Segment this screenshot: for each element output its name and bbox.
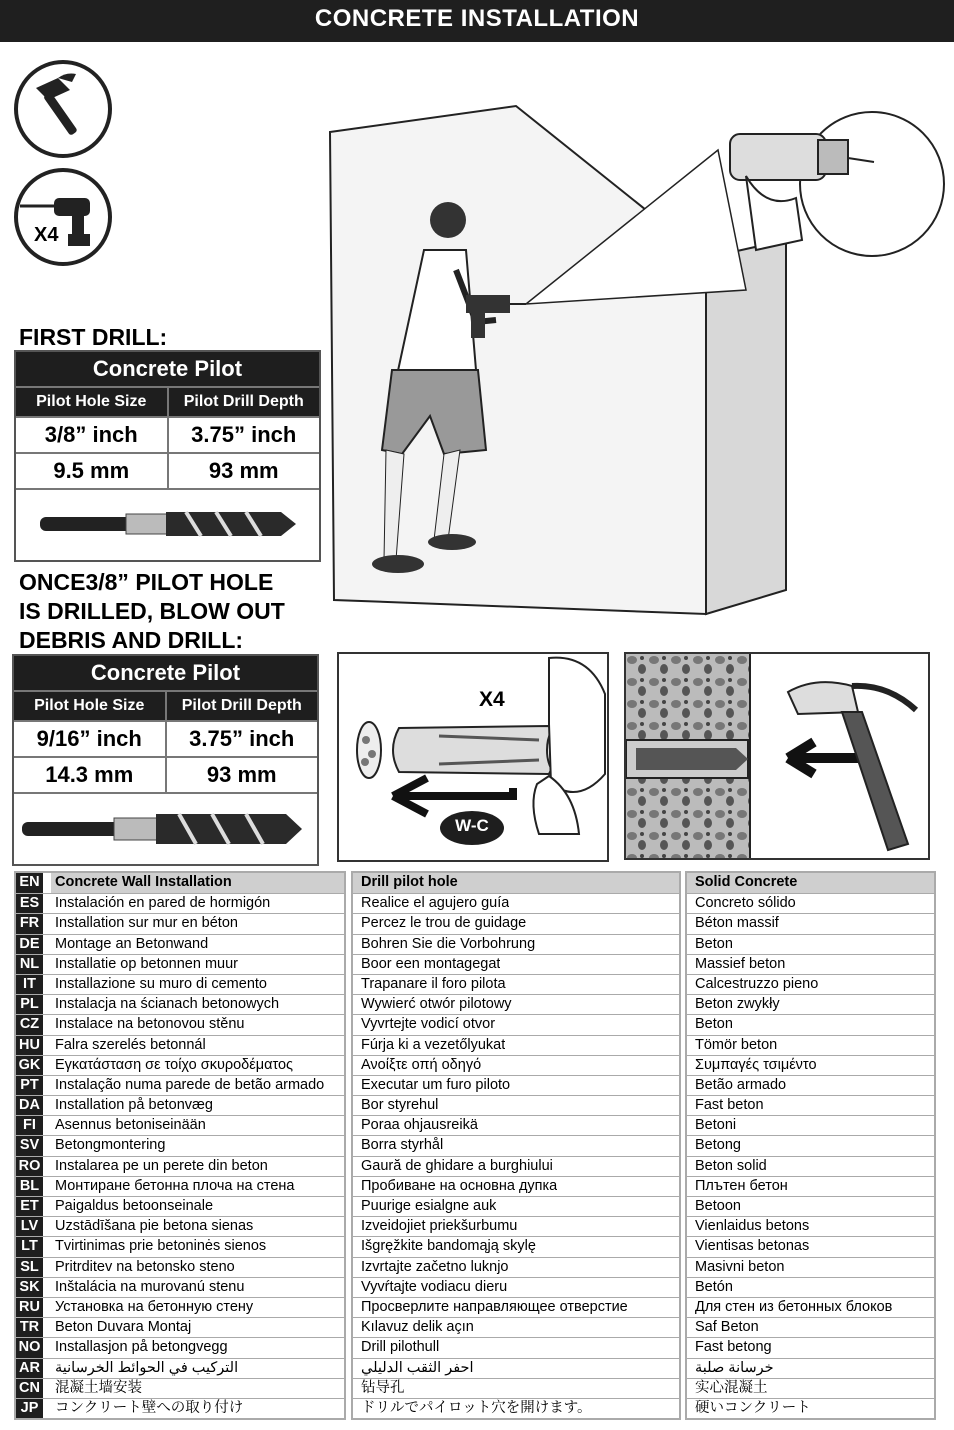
translation-row <box>353 1398 679 1418</box>
translation-row <box>353 873 679 893</box>
first-drill-spec-table <box>14 350 321 562</box>
translation-text: Inštalácia na murovanú stenu <box>55 1278 245 1295</box>
second-drill-title-line-1: ONCE3/8” PILOT HOLE <box>19 569 274 595</box>
col-pilot-hole-size: Pilot Hole Size <box>16 388 169 416</box>
translation-row <box>353 1075 679 1095</box>
second-drill-title-line-2: IS DRILLED, BLOW OUT <box>19 598 285 624</box>
translation-row <box>16 1035 344 1055</box>
language-code: GK <box>16 1056 51 1075</box>
translation-text: Paigaldus betoonseinale <box>55 1198 214 1214</box>
translation-text: Tömör beton <box>695 1036 778 1053</box>
language-code: CZ <box>16 1015 51 1034</box>
language-code: SL <box>16 1258 51 1277</box>
translation-text: Fúrja ki a vezetőlyukat <box>361 1036 506 1053</box>
translation-row <box>16 1135 344 1155</box>
hammer-icon <box>18 64 108 154</box>
language-code: DA <box>16 1096 51 1115</box>
translation-row <box>16 893 344 913</box>
language-code: RO <box>16 1157 51 1176</box>
translation-text: Beton Duvara Montaj <box>55 1319 192 1336</box>
translation-text: Wywierć otwór pilotowy <box>361 996 512 1013</box>
translation-row <box>16 913 344 933</box>
translation-text: Beton <box>695 1016 733 1033</box>
hammer-tool-icon <box>14 60 112 158</box>
translation-row <box>353 1014 679 1034</box>
translation-text: Для стен из бетонных блоков <box>695 1298 893 1315</box>
translation-row <box>353 974 679 994</box>
drill-depth-inch: 3.75” inch <box>191 422 297 447</box>
translation-text: Gaură de ghidare a burghiului <box>361 1157 553 1174</box>
translation-row <box>687 1035 934 1055</box>
translation-text: Boor een montagegat <box>361 955 501 972</box>
translation-row <box>687 1257 934 1277</box>
translation-row <box>353 893 679 913</box>
language-code: NO <box>16 1338 51 1357</box>
first-drill-title: FIRST DRILL: <box>19 324 168 350</box>
translation-row <box>16 994 344 1014</box>
translation-text: Trapanare il foro pilota <box>361 975 506 992</box>
translation-row <box>687 873 934 893</box>
translation-row <box>687 1378 934 1398</box>
translation-row <box>687 1317 934 1337</box>
language-code: NL <box>16 955 51 974</box>
translation-text: Montage an Betonwand <box>55 935 209 952</box>
translation-text: ドリルでパイロット穴を開けます。 <box>361 1399 592 1416</box>
anchor-insert-panel <box>337 652 609 862</box>
translation-row <box>353 1135 679 1155</box>
translation-row <box>16 1277 344 1297</box>
translation-row <box>353 994 679 1014</box>
spec-heading: Concrete Pilot <box>14 656 317 690</box>
translation-text: Bohren Sie die Vorbohrung <box>361 935 536 952</box>
translation-row <box>687 934 934 954</box>
translation-text: Concrete Wall Installation <box>55 874 232 890</box>
translation-row <box>353 1337 679 1357</box>
translation-row <box>353 1257 679 1277</box>
translation-text: Vientisas betonas <box>695 1238 810 1255</box>
translation-text: Pritrditev na betonsko steno <box>55 1258 235 1275</box>
translation-text: Ανοίξτε οπή οδηγό <box>361 1056 482 1073</box>
translation-text: 钻导孔 <box>361 1379 405 1396</box>
translation-row <box>687 974 934 994</box>
translation-text: Tvirtinimas prie betoninės sienos <box>55 1238 267 1255</box>
translation-table-installation <box>14 871 346 1420</box>
translation-text: Betong <box>695 1137 741 1154</box>
translation-row <box>353 1378 679 1398</box>
translation-row <box>353 1196 679 1216</box>
translation-row <box>687 1156 934 1176</box>
hole-size-mm: 14.3 mm <box>14 758 167 792</box>
hole-size-inch: 9/16” inch <box>14 722 167 756</box>
translation-row <box>16 954 344 974</box>
translation-text: Drill pilothull <box>361 1339 440 1356</box>
translation-row <box>353 1115 679 1135</box>
translation-text: Installazione su muro di cemento <box>55 975 267 992</box>
translation-row <box>687 1236 934 1256</box>
language-code: ET <box>16 1197 51 1216</box>
language-code: RU <box>16 1298 51 1317</box>
language-code: HU <box>16 1036 51 1055</box>
translation-row <box>353 1277 679 1297</box>
translation-row <box>687 954 934 974</box>
translation-text: Beton solid <box>695 1157 767 1174</box>
drill-icon <box>18 172 108 262</box>
translation-text: Bor styrehul <box>361 1097 439 1114</box>
translation-text: Монтиране бетонна плоча на стена <box>55 1177 295 1194</box>
translation-text: Calcestruzzo pieno <box>695 975 819 992</box>
translation-text: Installation sur mur en béton <box>55 915 238 932</box>
language-code: IT <box>16 975 51 994</box>
translation-row <box>687 1398 934 1418</box>
translation-row <box>353 1236 679 1256</box>
translation-row <box>353 934 679 954</box>
translation-text: Percez le trou de guidage <box>361 915 527 932</box>
translation-row <box>16 873 344 893</box>
translation-text: Betón <box>695 1278 733 1295</box>
translation-row <box>16 1257 344 1277</box>
wall-drilling-illustration <box>326 90 952 620</box>
translation-text: Installasjon på betongvegg <box>55 1339 228 1356</box>
drill-bit-illustration <box>14 792 317 864</box>
translation-text: 硬いコンクリート <box>695 1399 811 1416</box>
hammer-anchor-panel <box>624 652 930 860</box>
translation-row <box>687 994 934 1014</box>
spec-heading: Concrete Pilot <box>16 352 319 386</box>
page-title: CONCRETE INSTALLATION <box>0 0 954 42</box>
drill-depth-mm: 93 mm <box>208 458 279 483</box>
translation-text: Instalarea pe un perete din beton <box>55 1157 268 1174</box>
translation-row <box>16 1196 344 1216</box>
translation-row <box>353 1297 679 1317</box>
translation-text: Concreto sólido <box>695 895 796 912</box>
translation-row <box>353 1176 679 1196</box>
drill-depth-inch: 3.75” inch <box>189 726 295 751</box>
translation-text: Izveidojiet priekšurbumu <box>361 1218 518 1235</box>
col-pilot-drill-depth: Pilot Drill Depth <box>183 393 304 410</box>
translation-row <box>687 1216 934 1236</box>
translation-row <box>687 913 934 933</box>
translation-row <box>16 1337 344 1357</box>
translation-row <box>687 1196 934 1216</box>
language-code: BL <box>16 1177 51 1196</box>
translation-row <box>353 913 679 933</box>
translation-text: Betoni <box>695 1117 737 1134</box>
translation-row <box>16 1095 344 1115</box>
translation-row <box>16 1055 344 1075</box>
translation-text: خرسانة صلبة <box>695 1359 774 1376</box>
translation-text: Плътен бетон <box>695 1177 788 1194</box>
translation-row <box>687 1135 934 1155</box>
translation-row <box>353 1156 679 1176</box>
language-code: JP <box>16 1399 51 1418</box>
translation-row <box>16 1014 344 1034</box>
translation-text: Instalación en pared de hormigón <box>55 895 271 912</box>
translation-text: Išgręžkite bandomąją skylę <box>361 1238 536 1255</box>
hole-size-mm: 9.5 mm <box>16 454 169 488</box>
translation-text: Vienlaidus betons <box>695 1218 810 1235</box>
translation-text: Executar um furo piloto <box>361 1076 511 1093</box>
language-code: LT <box>16 1237 51 1256</box>
translation-text: Fast beton <box>695 1097 764 1114</box>
translation-row <box>16 1216 344 1236</box>
translation-row <box>16 1115 344 1135</box>
translation-row <box>16 1358 344 1378</box>
translation-row <box>16 1176 344 1196</box>
col-pilot-drill-depth: Pilot Drill Depth <box>181 697 302 714</box>
translation-text: Massief beton <box>695 955 786 972</box>
translation-row <box>16 1236 344 1256</box>
translation-text: Béton massif <box>695 915 779 932</box>
anchor-count: X4 <box>479 688 505 711</box>
anchor-label-badge: W-C <box>455 816 489 835</box>
second-drill-title-line-3: DEBRIS AND DRILL: <box>19 627 244 653</box>
translation-row <box>16 1297 344 1317</box>
translation-row <box>353 1358 679 1378</box>
language-code: FR <box>16 914 51 933</box>
translation-text: Izvrtajte začetno luknjo <box>361 1258 509 1275</box>
translation-row <box>687 1095 934 1115</box>
language-code: FI <box>16 1116 51 1135</box>
translation-text: Εγκατάσταση σε τοίχο σκυροδέματος <box>55 1056 294 1073</box>
translation-text: Saf Beton <box>695 1319 759 1336</box>
drill-depth-mm: 93 mm <box>206 762 277 787</box>
translation-row <box>353 1317 679 1337</box>
translation-row <box>687 1014 934 1034</box>
translation-text: Fast betong <box>695 1339 772 1356</box>
language-code: TR <box>16 1318 51 1337</box>
translation-text: Realice el agujero guía <box>361 895 510 912</box>
translation-row <box>353 1035 679 1055</box>
language-code: PT <box>16 1076 51 1095</box>
translation-row <box>16 1378 344 1398</box>
translation-row <box>687 1277 934 1297</box>
translation-row <box>16 1156 344 1176</box>
language-code: SK <box>16 1278 51 1297</box>
drill-bit-illustration <box>16 488 319 560</box>
translation-row <box>687 1337 934 1357</box>
translation-text: Falra szerelés betonnál <box>55 1036 206 1053</box>
second-drill-spec-table <box>12 654 319 866</box>
translation-text: Betongmontering <box>55 1137 166 1154</box>
translation-text: 混凝土墙安装 <box>55 1379 142 1396</box>
translation-row <box>353 954 679 974</box>
translation-text: Solid Concrete <box>695 874 798 890</box>
translation-table-drill <box>351 871 681 1420</box>
translation-row <box>16 934 344 954</box>
translation-text: Puurige esialgne auk <box>361 1198 497 1214</box>
translation-text: Просверлите направляющее отверстие <box>361 1298 628 1315</box>
translation-text: Установка на бетонную стену <box>55 1298 254 1315</box>
translation-text: Instalacja na ścianach betonowych <box>55 996 280 1013</box>
translation-text: Installation på betonvæg <box>55 1097 213 1114</box>
translation-text: Пробиване на основна дупка <box>361 1177 558 1194</box>
language-code: PL <box>16 995 51 1014</box>
language-code: SV <box>16 1136 51 1155</box>
translation-text: Masivni beton <box>695 1258 785 1275</box>
translation-text: Instalação numa parede de betão armado <box>55 1076 325 1093</box>
translation-row <box>16 1075 344 1095</box>
translation-text: Installatie op betonnen muur <box>55 955 238 972</box>
translation-row <box>687 1055 934 1075</box>
drill-tool-icon <box>14 168 112 266</box>
translation-text: Poraa ohjausreikä <box>361 1117 478 1134</box>
language-code: DE <box>16 935 51 954</box>
translation-text: 实心混凝土 <box>695 1379 768 1396</box>
translation-row <box>687 1297 934 1317</box>
translation-table-material <box>685 871 936 1420</box>
translation-row <box>16 974 344 994</box>
col-pilot-hole-size: Pilot Hole Size <box>14 692 167 720</box>
translation-text: Beton <box>695 935 733 952</box>
translation-text: احفر الثقب الدليلي <box>361 1359 474 1376</box>
translation-row <box>353 1055 679 1075</box>
translation-row <box>687 1075 934 1095</box>
language-code: EN <box>16 873 51 893</box>
translation-row <box>353 1095 679 1115</box>
translation-row <box>687 1358 934 1378</box>
language-code: ES <box>16 894 51 913</box>
translation-row <box>353 1216 679 1236</box>
translation-text: Beton zwykły <box>695 996 780 1013</box>
translation-row <box>687 893 934 913</box>
translation-text: Vyvrtejte vodicí otvor <box>361 1016 496 1033</box>
translation-text: Betão armado <box>695 1076 787 1093</box>
drill-count: X4 <box>34 224 59 246</box>
second-drill-title <box>19 568 285 655</box>
language-code: CN <box>16 1379 51 1398</box>
translation-text: Συμπαγές τσιμέντο <box>695 1056 817 1073</box>
translation-text: Drill pilot hole <box>361 874 458 890</box>
language-code: LV <box>16 1217 51 1236</box>
translation-text: Uzstādīšana pie betona sienas <box>55 1218 254 1235</box>
language-code: AR <box>16 1359 51 1378</box>
translation-text: Borra styrhål <box>361 1137 444 1154</box>
translation-text: Asennus betoniseinään <box>55 1117 206 1134</box>
translation-text: Vyvŕtajte vodiacu dieru <box>361 1278 508 1295</box>
hole-size-inch: 3/8” inch <box>16 418 169 452</box>
translation-text: التركيب في الحوائط الخرسانية <box>55 1359 239 1376</box>
translation-text: Betoon <box>695 1198 741 1214</box>
translation-row <box>687 1176 934 1196</box>
translation-row <box>16 1398 344 1418</box>
translation-text: コンクリート壁への取り付け <box>55 1399 244 1416</box>
translation-row <box>687 1115 934 1135</box>
translation-text: Kılavuz delik açın <box>361 1319 474 1336</box>
translation-text: Instalace na betonovou stěnu <box>55 1016 245 1033</box>
translation-row <box>16 1317 344 1337</box>
